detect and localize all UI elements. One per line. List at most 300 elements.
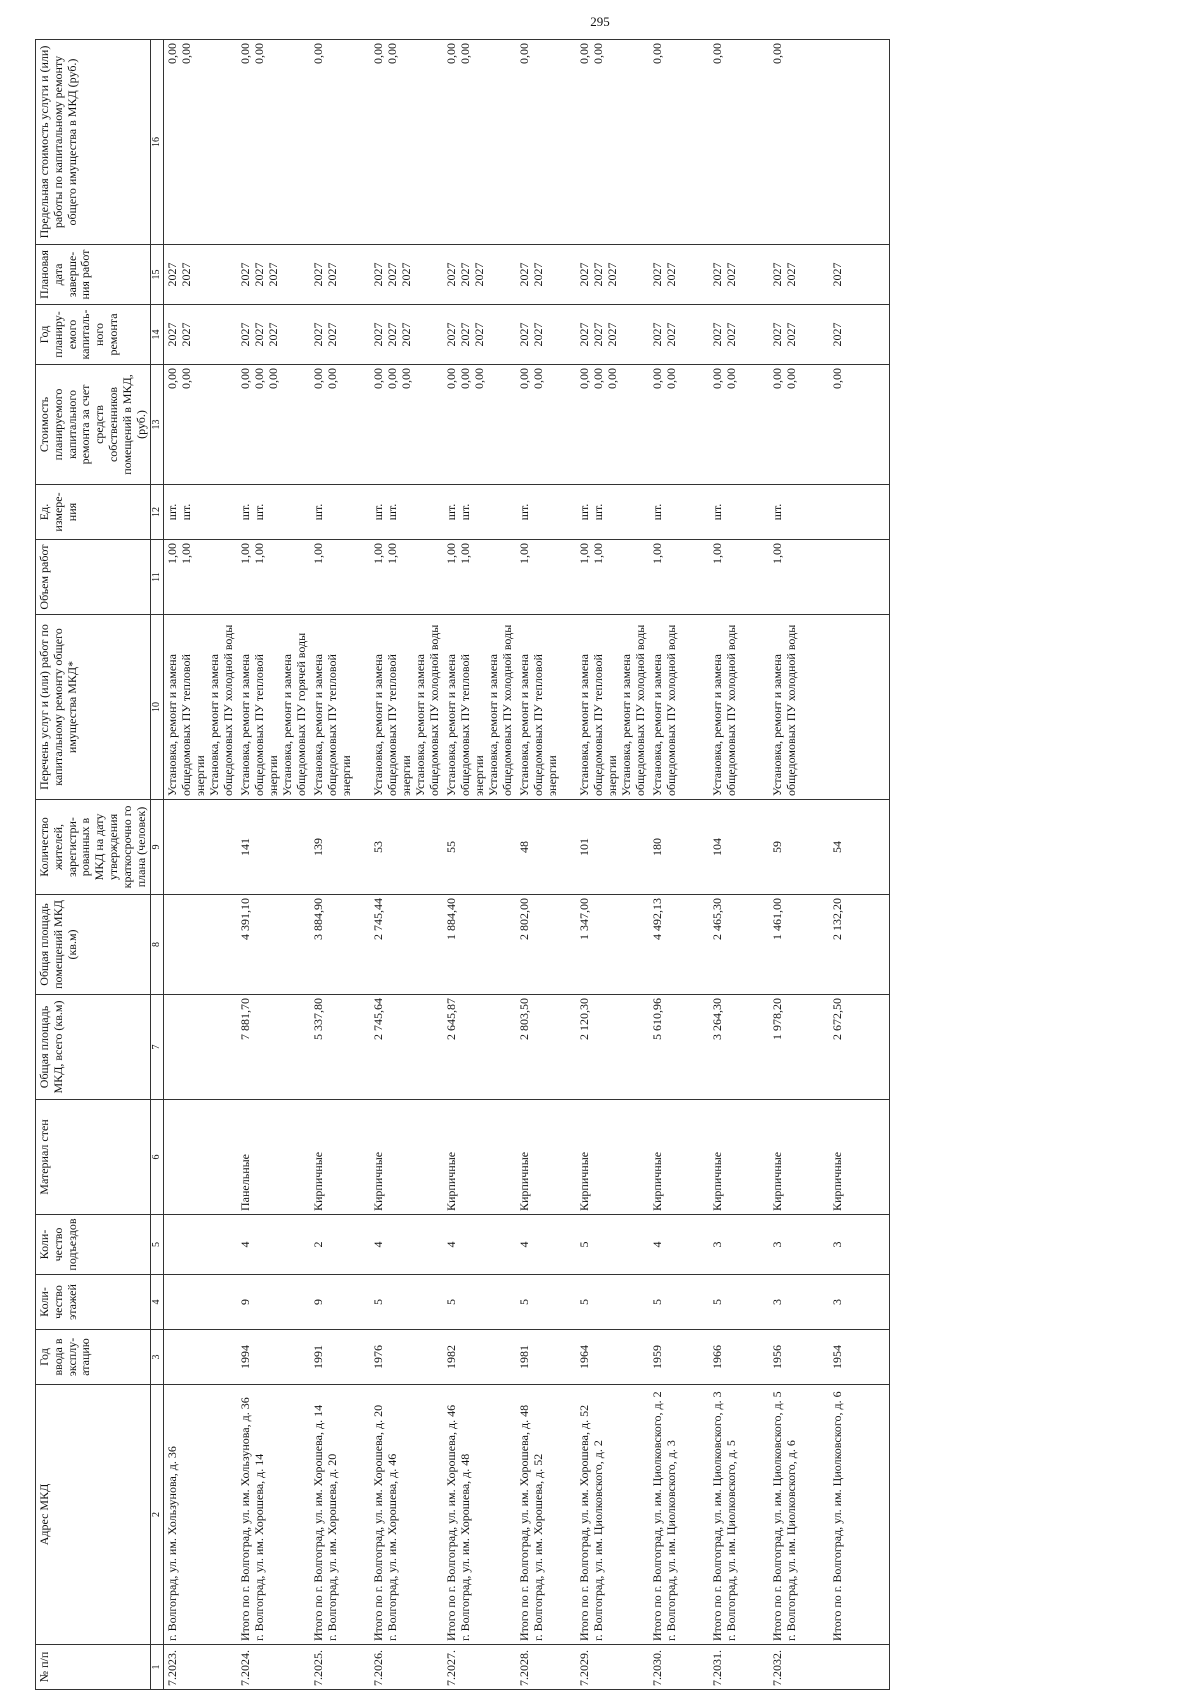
cost-limit-value: 0,00: [311, 43, 326, 64]
total-area: 2 803,50: [516, 995, 576, 1100]
work-volume-value: 1,00: [371, 543, 386, 564]
planned-cost: [164, 365, 237, 485]
repair-year-value: 2027: [471, 322, 486, 347]
planned-cost-value: 0,00: [650, 368, 665, 389]
residents-count: 180: [649, 800, 709, 895]
planned-cost-value: 0,00: [604, 368, 619, 389]
completion-date: [370, 245, 443, 305]
unit-value: шт.: [458, 503, 473, 521]
column-number: 11: [151, 540, 164, 615]
completion-date-value: 2027: [784, 262, 799, 287]
completion-date-value: 2027: [650, 262, 665, 287]
row-number: 7.2024.: [237, 1645, 310, 1690]
work-volume: [769, 540, 829, 615]
wall-material: Кирпичные: [310, 1100, 370, 1215]
completion-date-value: 2027: [830, 262, 845, 287]
completion-date-value: 2027: [458, 262, 473, 287]
column-number: 8: [151, 895, 164, 995]
completion-date-value: 2027: [265, 262, 280, 287]
cost-limit-value: 0,00: [650, 43, 665, 64]
residents-count: 48: [516, 800, 576, 895]
unit-value: шт.: [252, 503, 267, 521]
planned-cost-value: 0,00: [385, 368, 400, 389]
column-number: 16: [151, 40, 164, 245]
completion-date-value: 2027: [238, 262, 253, 287]
column-header: Год ввода в эксплу-атацию: [36, 1330, 151, 1385]
works-list: [769, 615, 829, 800]
work-volume-value: 1,00: [165, 543, 180, 564]
unit-value: шт.: [650, 503, 665, 521]
repair-year-value: 2027: [444, 322, 459, 347]
table-row: [709, 40, 769, 1690]
row-number: 7.2028.: [516, 1645, 576, 1690]
repair-year-value: 2027: [784, 322, 799, 347]
total-area: 5 337,80: [310, 995, 370, 1100]
column-number: 1: [151, 1645, 164, 1690]
column-header: Предельная стоимость услуги и (или) работы по капитальному ремонту общего имущества в МКД (руб.): [36, 40, 151, 245]
table-row: [370, 40, 443, 1690]
commission-year: 1994: [237, 1330, 310, 1385]
cost-limit: [516, 40, 576, 245]
column-number: 4: [151, 1275, 164, 1330]
address-cell: [769, 1385, 829, 1645]
work-volume: [310, 540, 370, 615]
works-list: [370, 615, 443, 800]
planned-cost: [649, 365, 709, 485]
total-area: 2 645,87: [443, 995, 516, 1100]
unit-value: шт.: [770, 503, 785, 521]
address-cell-value: г. Волгоград, ул. им. Хорошева, д. 48: [458, 1453, 473, 1641]
total-area: 7 881,70: [237, 995, 310, 1100]
repair-year-value: 2027: [650, 322, 665, 347]
floors-count: 9: [237, 1275, 310, 1330]
completion-date: [443, 245, 516, 305]
column-header: Коли-чество этажей: [36, 1275, 151, 1330]
cost-limit-value: 0,00: [252, 43, 267, 64]
work-item: Установка, ремонт и замена общедомовых ПУ горячей воды: [279, 632, 308, 796]
unit-value: шт.: [444, 503, 459, 521]
cost-limit: [576, 40, 649, 245]
work-volume-value: 1,00: [179, 543, 194, 564]
works-list: [516, 615, 576, 800]
completion-date-value: 2027: [165, 262, 180, 287]
unit-value: шт.: [710, 503, 725, 521]
entrances-count: 3: [829, 1215, 890, 1275]
table-row: [164, 40, 237, 1690]
repair-year: [310, 305, 370, 365]
premises-area: 2 802,00: [516, 895, 576, 995]
column-number: 9: [151, 800, 164, 895]
planned-cost-value: 0,00: [517, 368, 532, 389]
column-header: Общая площадь МКД, всего (кв.м): [36, 995, 151, 1100]
row-number: 7.2030.: [649, 1645, 709, 1690]
entrances-count: [164, 1215, 237, 1275]
total-area: 1 978,20: [769, 995, 829, 1100]
row-number: 7.2029.: [576, 1645, 649, 1690]
work-volume-value: 1,00: [577, 543, 592, 564]
planned-cost-value: 0,00: [830, 368, 845, 389]
wall-material: Кирпичные: [443, 1100, 516, 1215]
wall-material: Кирпичные: [370, 1100, 443, 1215]
column-number: 2: [151, 1385, 164, 1645]
address-cell: [370, 1385, 443, 1645]
repair-year-value: 2027: [517, 322, 532, 347]
planned-cost-value: 0,00: [238, 368, 253, 389]
address-cell-value: Итого по г. Волгоград, ул. им. Хорошева, д. 14: [311, 1404, 326, 1641]
commission-year: [164, 1330, 237, 1385]
planned-cost-value: 0,00: [784, 368, 799, 389]
column-number: 6: [151, 1100, 164, 1215]
address-cell: [164, 1385, 237, 1645]
works-list: [576, 615, 649, 800]
column-header: Ед. измере-ния: [36, 485, 151, 540]
planned-cost: [310, 365, 370, 485]
entrances-count: 4: [516, 1215, 576, 1275]
commission-year: 1991: [310, 1330, 370, 1385]
unit: [576, 485, 649, 540]
repair-year-value: 2027: [398, 322, 413, 347]
work-volume-value: 1,00: [710, 543, 725, 564]
unit: [443, 485, 516, 540]
column-number: 5: [151, 1215, 164, 1275]
total-area: 2 120,30: [576, 995, 649, 1100]
unit: [769, 485, 829, 540]
address-cell-value: Итого по г. Волгоград, ул. им. Хользунова, д. 36: [238, 1397, 253, 1641]
planned-cost-value: 0,00: [770, 368, 785, 389]
wall-material: [164, 1100, 237, 1215]
planned-cost-value: 0,00: [458, 368, 473, 389]
floors-count: 5: [576, 1275, 649, 1330]
completion-date-value: 2027: [710, 262, 725, 287]
planned-cost: [443, 365, 516, 485]
premises-area: 2 465,30: [709, 895, 769, 995]
header-row: [36, 40, 151, 1690]
address-cell: [237, 1385, 310, 1645]
cost-limit: [237, 40, 310, 245]
unit: [829, 485, 890, 540]
address-cell-value: Итого по г. Волгоград, ул. им. Хорошева, д. 48: [517, 1404, 532, 1641]
cost-limit-value: 0,00: [710, 43, 725, 64]
repair-year-value: 2027: [311, 322, 326, 347]
unit: [709, 485, 769, 540]
cost-limit-value: 0,00: [385, 43, 400, 64]
planned-cost: [576, 365, 649, 485]
cost-limit: [709, 40, 769, 245]
entrances-count: 3: [769, 1215, 829, 1275]
completion-date-value: 2027: [371, 262, 386, 287]
column-header: Год планиру-емого капиталь-ного ремонта: [36, 305, 151, 365]
entrances-count: 3: [709, 1215, 769, 1275]
completion-date: [829, 245, 890, 305]
planned-cost-value: 0,00: [444, 368, 459, 389]
column-number-row: [151, 40, 164, 1690]
work-item: Установка, ремонт и замена общедомовых ПУ тепловой энергии: [371, 654, 413, 796]
address-cell-value: Итого по г. Волгоград, ул. им. Хорошева, д. 46: [444, 1404, 459, 1641]
planned-cost-value: 0,00: [325, 368, 340, 389]
work-volume: [443, 540, 516, 615]
address-cell: [709, 1385, 769, 1645]
address-cell-value: Итого по г. Волгоград, ул. им. Хорошева, д. 20: [371, 1404, 386, 1641]
residents-count: 141: [237, 800, 310, 895]
total-area: 2 745,64: [370, 995, 443, 1100]
table-row: [649, 40, 709, 1690]
premises-area: 1 884,40: [443, 895, 516, 995]
total-area: [164, 995, 237, 1100]
floors-count: 5: [370, 1275, 443, 1330]
commission-year: 1982: [443, 1330, 516, 1385]
unit-value: шт.: [311, 503, 326, 521]
repair-year-value: 2027: [385, 322, 400, 347]
rotated-sheet: [35, 40, 1120, 1690]
row-number: 7.2026.: [370, 1645, 443, 1690]
cost-limit: [370, 40, 443, 245]
cost-limit-value: 0,00: [517, 43, 532, 64]
commission-year: 1956: [769, 1330, 829, 1385]
entrances-count: 4: [649, 1215, 709, 1275]
work-volume: [576, 540, 649, 615]
unit-value: шт.: [385, 503, 400, 521]
floors-count: [164, 1275, 237, 1330]
commission-year: 1981: [516, 1330, 576, 1385]
work-volume: [164, 540, 237, 615]
table-body: [164, 40, 890, 1690]
completion-date-value: 2027: [325, 262, 340, 287]
work-volume: [516, 540, 576, 615]
table-row: [310, 40, 370, 1690]
completion-date: [649, 245, 709, 305]
wall-material: Кирпичные: [769, 1100, 829, 1215]
row-number: [829, 1645, 890, 1690]
column-number: 12: [151, 485, 164, 540]
completion-date: [709, 245, 769, 305]
planned-cost-value: 0,00: [710, 368, 725, 389]
row-number: 7.2031.: [709, 1645, 769, 1690]
planned-cost-value: 0,00: [311, 368, 326, 389]
unit: [164, 485, 237, 540]
repair-year-value: 2027: [371, 322, 386, 347]
cost-limit: [769, 40, 829, 245]
planned-cost: [370, 365, 443, 485]
unit-value: шт.: [577, 503, 592, 521]
work-item: Установка, ремонт и замена общедомовых ПУ холодной воды: [710, 624, 739, 796]
column-header: Материал стен: [36, 1100, 151, 1215]
work-volume: [237, 540, 310, 615]
completion-date: [237, 245, 310, 305]
work-volume-value: 1,00: [591, 543, 606, 564]
premises-area: 2 132,20: [829, 895, 890, 995]
completion-date: [516, 245, 576, 305]
repair-year: [649, 305, 709, 365]
work-item: Установка, ремонт и замена общедомовых ПУ холодной воды: [206, 624, 235, 796]
wall-material: Кирпичные: [829, 1100, 890, 1215]
entrances-count: 4: [443, 1215, 516, 1275]
unit-value: шт.: [179, 503, 194, 521]
repair-year-value: 2027: [724, 322, 739, 347]
cost-limit-value: 0,00: [458, 43, 473, 64]
cost-limit-value: 0,00: [165, 43, 180, 64]
unit-value: шт.: [517, 503, 532, 521]
unit: [649, 485, 709, 540]
repair-year-value: 2027: [770, 322, 785, 347]
cost-limit-value: 0,00: [770, 43, 785, 64]
table-row: [576, 40, 649, 1690]
planned-cost-value: 0,00: [471, 368, 486, 389]
planned-cost-value: 0,00: [664, 368, 679, 389]
unit-value: шт.: [371, 503, 386, 521]
cost-limit: [443, 40, 516, 245]
address-cell-value: г. Волгоград, ул. им. Хользунова, д. 36: [165, 1446, 180, 1641]
column-number: 13: [151, 365, 164, 485]
planned-cost: [829, 365, 890, 485]
completion-date-value: 2027: [591, 262, 606, 287]
works-list: [649, 615, 709, 800]
works-list: [709, 615, 769, 800]
planned-cost-value: 0,00: [179, 368, 194, 389]
residents-count: 101: [576, 800, 649, 895]
address-cell-value: г. Волгоград, ул. им. Циолковского, д. 2: [591, 1440, 606, 1641]
column-number: 10: [151, 615, 164, 800]
cost-limit: [649, 40, 709, 245]
column-header: Адрес МКД: [36, 1385, 151, 1645]
entrances-count: 2: [310, 1215, 370, 1275]
address-cell-value: Итого по г. Волгоград, ул. им. Циолковского, д. 3: [710, 1391, 725, 1641]
address-cell: [829, 1385, 890, 1645]
works-list: [310, 615, 370, 800]
work-item: Установка, ремонт и замена общедомовых ПУ холодной воды: [485, 624, 514, 796]
wall-material: Кирпичные: [516, 1100, 576, 1215]
column-number: 3: [151, 1330, 164, 1385]
unit-value: шт.: [165, 503, 180, 521]
work-item: Установка, ремонт и замена общедомовых ПУ холодной воды: [650, 624, 679, 796]
wall-material: Панельные: [237, 1100, 310, 1215]
column-header: Стоимость планируемого капитального ремонта за счет средств собственников помещений в МКД, (руб.): [36, 365, 151, 485]
completion-date-value: 2027: [531, 262, 546, 287]
work-volume: [370, 540, 443, 615]
floors-count: 3: [769, 1275, 829, 1330]
planned-cost-value: 0,00: [531, 368, 546, 389]
residents-count: [164, 800, 237, 895]
commission-year: 1976: [370, 1330, 443, 1385]
repair-year: [709, 305, 769, 365]
floors-count: 5: [516, 1275, 576, 1330]
completion-date: [164, 245, 237, 305]
completion-date-value: 2027: [604, 262, 619, 287]
unit: [370, 485, 443, 540]
repair-year-value: 2027: [577, 322, 592, 347]
floors-count: 3: [829, 1275, 890, 1330]
work-volume-value: 1,00: [650, 543, 665, 564]
completion-date: [769, 245, 829, 305]
cost-limit: [829, 40, 890, 245]
repair-year-value: 2027: [830, 322, 845, 347]
address-cell: [516, 1385, 576, 1645]
address-cell-value: Итого по г. Волгоград, ул. им. Хорошева, д. 52: [577, 1404, 592, 1641]
work-volume: [829, 540, 890, 615]
column-header: Объем работ: [36, 540, 151, 615]
planned-cost-value: 0,00: [577, 368, 592, 389]
residents-count: 139: [310, 800, 370, 895]
row-number: 7.2032.: [769, 1645, 829, 1690]
column-header: Количество жителей, зарегистри-рованных в МКД на дату утверждения краткосрочно го плана (человек): [36, 800, 151, 895]
completion-date-value: 2027: [398, 262, 413, 287]
repair-plan-table: [35, 39, 890, 1690]
completion-date-value: 2027: [471, 262, 486, 287]
table-row: [829, 40, 890, 1690]
planned-cost: [237, 365, 310, 485]
unit: [516, 485, 576, 540]
repair-year-value: 2027: [179, 322, 194, 347]
work-volume-value: 1,00: [458, 543, 473, 564]
address-cell-value: Итого по г. Волгоград, ул. им. Циолковского, д. 2: [650, 1391, 665, 1641]
column-number: 14: [151, 305, 164, 365]
cost-limit-value: 0,00: [238, 43, 253, 64]
work-volume-value: 1,00: [517, 543, 532, 564]
total-area: 3 264,30: [709, 995, 769, 1100]
repair-year: [829, 305, 890, 365]
total-area: 2 672,50: [829, 995, 890, 1100]
repair-year-value: 2027: [531, 322, 546, 347]
completion-date: [576, 245, 649, 305]
residents-count: 55: [443, 800, 516, 895]
repair-year-value: 2027: [710, 322, 725, 347]
work-item: Установка, ремонт и замена общедомовых ПУ тепловой энергии: [577, 654, 619, 796]
cost-limit-value: 0,00: [371, 43, 386, 64]
address-cell: [443, 1385, 516, 1645]
completion-date-value: 2027: [252, 262, 267, 287]
works-list: [164, 615, 237, 800]
work-item: Установка, ремонт и замена общедомовых ПУ холодной воды: [770, 624, 799, 796]
entrances-count: 4: [370, 1215, 443, 1275]
works-list: [829, 615, 890, 800]
column-header: № п/п: [36, 1645, 151, 1690]
commission-year: 1966: [709, 1330, 769, 1385]
cost-limit-value: 0,00: [444, 43, 459, 64]
repair-year: [576, 305, 649, 365]
row-number: 7.2027.: [443, 1645, 516, 1690]
premises-area: 4 391,10: [237, 895, 310, 995]
planned-cost-value: 0,00: [371, 368, 386, 389]
unit-value: шт.: [591, 503, 606, 521]
residents-count: 53: [370, 800, 443, 895]
total-area: 5 610,96: [649, 995, 709, 1100]
repair-year-value: 2027: [238, 322, 253, 347]
planned-cost-value: 0,00: [165, 368, 180, 389]
planned-cost: [516, 365, 576, 485]
table-row: [516, 40, 576, 1690]
repair-year-value: 2027: [664, 322, 679, 347]
planned-cost-value: 0,00: [252, 368, 267, 389]
premises-area: 1 347,00: [576, 895, 649, 995]
premises-area: [164, 895, 237, 995]
premises-area: 1 461,00: [769, 895, 829, 995]
planned-cost: [709, 365, 769, 485]
residents-count: 104: [709, 800, 769, 895]
repair-year: [516, 305, 576, 365]
address-cell: [649, 1385, 709, 1645]
table-row: [443, 40, 516, 1690]
cost-limit: [164, 40, 237, 245]
commission-year: 1954: [829, 1330, 890, 1385]
cost-limit-value: 0,00: [179, 43, 194, 64]
column-header: Общая площадь помещений МКД (кв.м): [36, 895, 151, 995]
address-cell-value: г. Волгоград, ул. им. Хорошева, д. 14: [252, 1453, 267, 1641]
planned-cost-value: 0,00: [591, 368, 606, 389]
cost-limit-value: 0,00: [591, 43, 606, 64]
wall-material: Кирпичные: [649, 1100, 709, 1215]
commission-year: 1964: [576, 1330, 649, 1385]
repair-year-value: 2027: [165, 322, 180, 347]
work-item: Установка, ремонт и замена общедомовых ПУ тепловой энергии: [517, 654, 559, 796]
